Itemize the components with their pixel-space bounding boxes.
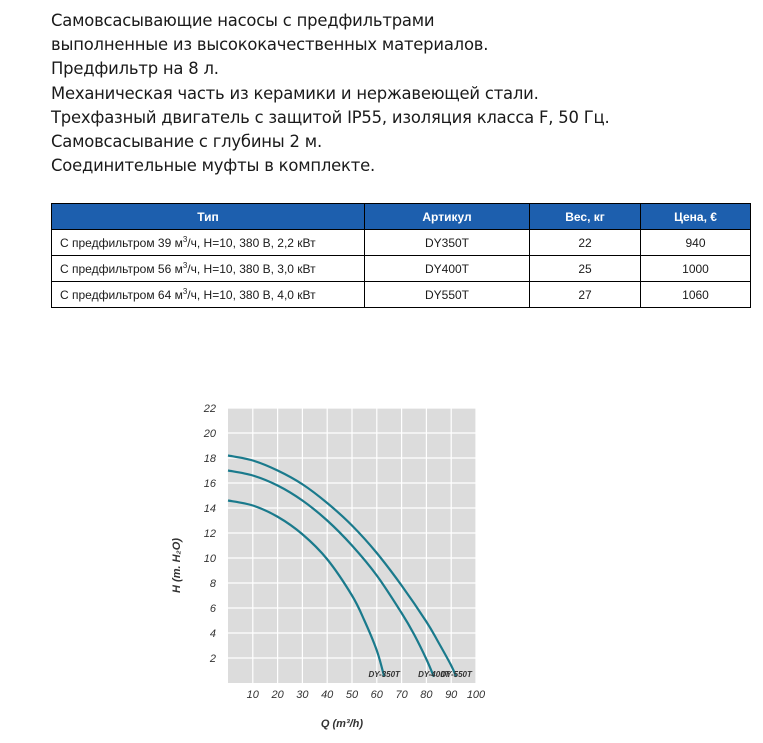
type-sup: 3: [182, 261, 188, 270]
header-article: Артикул: [365, 204, 530, 230]
header-price: Цена, €: [641, 204, 751, 230]
series-label: DY-400T: [418, 670, 450, 679]
cell-price: 1060: [641, 282, 751, 308]
type-text: С предфильтром 56 м: [60, 262, 183, 276]
intro-line: Трехфазный двигатель с защитой IP55, изоляция класса F, 50 Гц.: [51, 107, 610, 127]
y-axis-label: H (m. H₂O): [171, 538, 183, 593]
cell-weight: 25: [530, 256, 641, 282]
type-sup: 3: [182, 235, 188, 244]
y-tick-label: 12: [203, 528, 216, 540]
type-sup: 3: [182, 287, 188, 296]
y-tick-label: 16: [203, 478, 216, 490]
x-tick-label: 10: [246, 689, 259, 701]
x-tick-label: 100: [466, 689, 486, 701]
x-tick-label: 60: [370, 689, 383, 701]
type-text: /ч, H=10, 380 В, 3,0 кВт: [187, 262, 316, 276]
cell-weight: 27: [530, 282, 641, 308]
intro-line: Механическая часть из керамики и нержавеющей стали.: [51, 83, 539, 103]
header-weight: Вес, кг: [530, 204, 641, 230]
cell-price: 1000: [641, 256, 751, 282]
cell-article: DY400T: [365, 256, 530, 282]
x-tick-label: 80: [420, 689, 433, 701]
x-axis-label: Q (m³/h): [320, 718, 364, 730]
intro-line: Самовсасывающие насосы с предфильтрами: [51, 11, 435, 30]
series-label: DY-350T: [368, 670, 400, 679]
y-tick-label: 4: [209, 628, 216, 640]
x-tick-label: 90: [445, 689, 458, 701]
type-text: С предфильтром 39 м: [60, 236, 183, 250]
type-text: /ч, H=10, 380 В, 2,2 кВт: [187, 236, 316, 250]
intro-line: Самовсасывание с глубины 2 м.: [51, 132, 322, 152]
cell-price: 940: [641, 230, 751, 256]
y-tick-label: 18: [203, 453, 216, 465]
intro-line: Предфильтр на 8 л.: [51, 59, 219, 79]
x-tick-label: 50: [345, 689, 359, 701]
header-type: Тип: [52, 204, 365, 230]
y-tick-label: 22: [203, 403, 216, 415]
type-text: /ч, H=10, 380 В, 4,0 кВт: [187, 288, 316, 302]
cell-article: DY550T: [365, 282, 530, 308]
type-text: С предфильтром 64 м: [60, 288, 183, 302]
y-tick-label: 14: [203, 503, 216, 515]
y-tick-label: 20: [203, 428, 216, 440]
y-tick-label: 8: [209, 578, 216, 590]
x-tick-label: 20: [271, 689, 284, 701]
y-tick-label: 6: [209, 603, 216, 615]
intro-line: Соединительные муфты в комплекте.: [51, 156, 375, 176]
y-tick-label: 2: [209, 653, 216, 665]
cell-weight: 22: [530, 230, 641, 256]
x-tick-label: 30: [296, 689, 309, 701]
intro-line: выполненные из высококачественных материалов.: [51, 35, 489, 55]
x-tick-label: 70: [395, 689, 408, 701]
series-label: DY-550T: [440, 670, 472, 679]
cell-article: DY350T: [365, 230, 530, 256]
x-tick-label: 40: [321, 689, 334, 701]
y-tick-label: 10: [203, 553, 216, 565]
